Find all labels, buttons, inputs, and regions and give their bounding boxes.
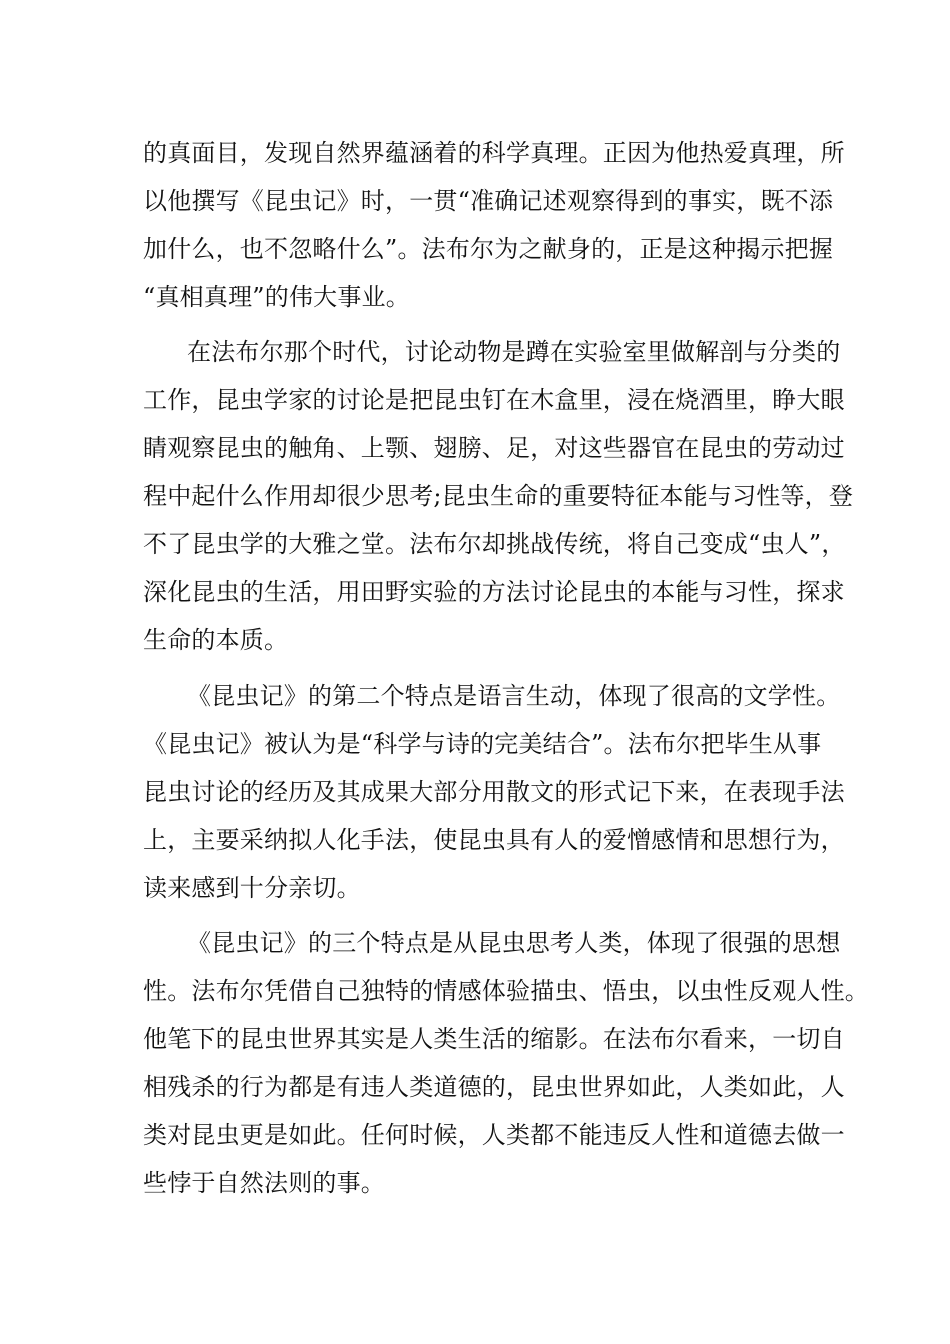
- paragraph-line: 加什么，也不忽略什么”。法布尔为之献身的，正是这种揭示把握: [143, 235, 834, 263]
- paragraph-line: 的真面目，发现自然界蕴涵着的科学真理。正因为他热爱真理，所: [143, 139, 845, 167]
- paragraph-line: 《昆虫记》的第二个特点是语言生动，体现了很高的文学性。: [187, 682, 841, 710]
- paragraph-line: 不了昆虫学的大雅之堂。法布尔却挑战传统，将自己变成“虫人”，: [143, 530, 846, 558]
- paragraph-line: 读来感到十分亲切。: [143, 874, 361, 902]
- paragraph-line: 些悖于自然法则的事。: [143, 1169, 385, 1197]
- paragraph-line: 《昆虫记》的三个特点是从昆虫思考人类，体现了很强的思想: [187, 929, 841, 957]
- paragraph-line: 《昆虫记》被认为是“科学与诗的完美结合”。法布尔把毕生从事: [143, 730, 822, 758]
- paragraph-line: 类对昆虫更是如此。任何时候，人类都不能违反人性和道德去做一: [143, 1121, 845, 1149]
- paragraph-line: 相残杀的行为都是有违人类道德的，昆虫世界如此，人类如此，人: [143, 1073, 845, 1101]
- paragraph-line: 以他撰写《昆虫记》时，一贯“准确记述观察得到的事实，既不添: [143, 187, 834, 215]
- paragraph-line: “真相真理”的伟大事业。: [143, 283, 410, 311]
- paragraph-line: 他笔下的昆虫世界其实是人类生活的缩影。在法布尔看来，一切自: [143, 1025, 845, 1053]
- paragraph-line: 工作，昆虫学家的讨论是把昆虫钉在木盒里，浸在烧酒里，睁大眼: [143, 386, 845, 414]
- paragraph-line: 昆虫讨论的经历及其成果大部分用散文的形式记下来，在表现手法: [143, 778, 845, 806]
- paragraph-line: 性。法布尔凭借自己独特的情感体验描虫、悟虫，以虫性反观人性。: [143, 977, 869, 1005]
- paragraph-line: 上，主要采纳拟人化手法，使昆虫具有人的爱憎感情和思想行为，: [143, 826, 845, 854]
- paragraph-line: 深化昆虫的生活，用田野实验的方法讨论昆虫的本能与习性，探求: [143, 578, 845, 606]
- paragraph-line: 睛观察昆虫的触角、上颚、翅膀、足，对这些器官在昆虫的劳动过: [143, 434, 845, 462]
- paragraph-line: 生命的本质。: [143, 626, 289, 654]
- paragraph-line: 在法布尔那个时代，讨论动物是蹲在实验室里做解剖与分类的: [187, 338, 841, 366]
- paragraph-line: 程中起什么作用却很少思考;昆虫生命的重要特征本能与习性等，登: [143, 482, 854, 510]
